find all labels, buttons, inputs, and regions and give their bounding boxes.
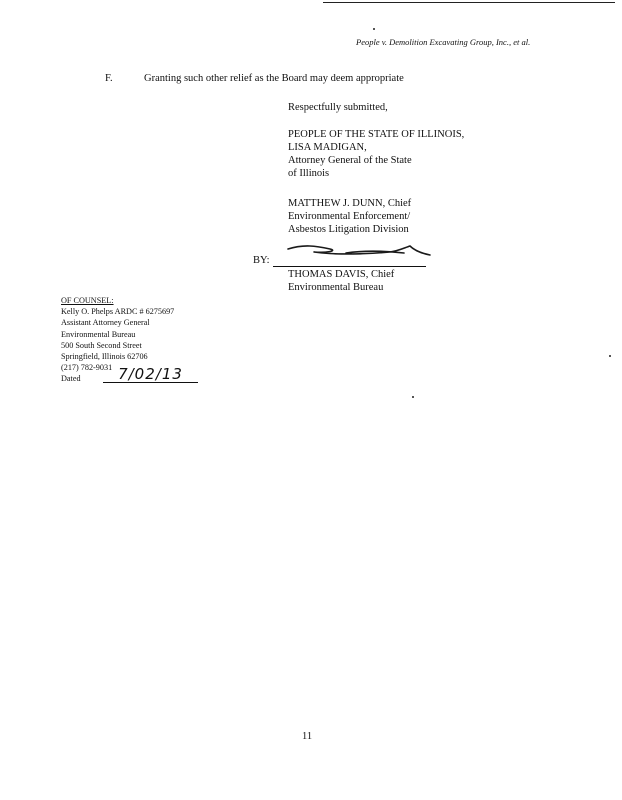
- signature-line: [273, 266, 426, 267]
- scan-speck: [373, 28, 375, 30]
- counsel-line: Assistant Attorney General: [61, 318, 150, 328]
- top-rule: [323, 2, 615, 3]
- party-block: [288, 128, 464, 180]
- relief-item-text: Granting such other relief as the Board may deem appropriate: [144, 73, 404, 84]
- party-line: Attorney General of the State: [288, 155, 412, 166]
- counsel-block: [61, 295, 183, 385]
- official-line: MATTHEW J. DUNN, Chief: [288, 198, 412, 209]
- scan-speck: [412, 396, 414, 398]
- party-line: PEOPLE OF THE STATE OF ILLINOIS,: [288, 129, 465, 140]
- running-header: People v. Demolition Excavating Group, Inc., et al.: [356, 37, 531, 47]
- official-line: Asbestos Litigation Division: [288, 224, 409, 235]
- party-line: of Illinois: [288, 168, 330, 179]
- handwritten-signature: [286, 240, 432, 262]
- official-line: Environmental Enforcement/: [288, 211, 411, 222]
- scan-speck: [609, 355, 611, 357]
- counsel-line: 500 South Second Street: [61, 340, 142, 350]
- closing-line: Respectfully submitted,: [288, 102, 388, 113]
- dated-label: Dated: [61, 374, 81, 384]
- signer-block: [288, 268, 394, 294]
- by-label: BY:: [253, 255, 270, 266]
- signer-line: Environmental Bureau: [288, 282, 384, 293]
- dated-value: 7/02/13: [103, 366, 198, 383]
- official-block: [288, 197, 411, 236]
- counsel-line: Springfield, Illinois 62706: [61, 352, 148, 362]
- counsel-line: (217) 782-9031: [61, 363, 113, 373]
- counsel-line: Environmental Bureau: [61, 329, 136, 339]
- relief-item-letter: F.: [105, 73, 113, 84]
- party-line: LISA MADIGAN,: [288, 142, 367, 153]
- counsel-line: Kelly O. Phelps ARDC # 6275697: [61, 307, 175, 317]
- counsel-heading: OF COUNSEL:: [61, 296, 114, 305]
- page-number: 11: [302, 731, 313, 742]
- signer-line: THOMAS DAVIS, Chief: [288, 269, 395, 280]
